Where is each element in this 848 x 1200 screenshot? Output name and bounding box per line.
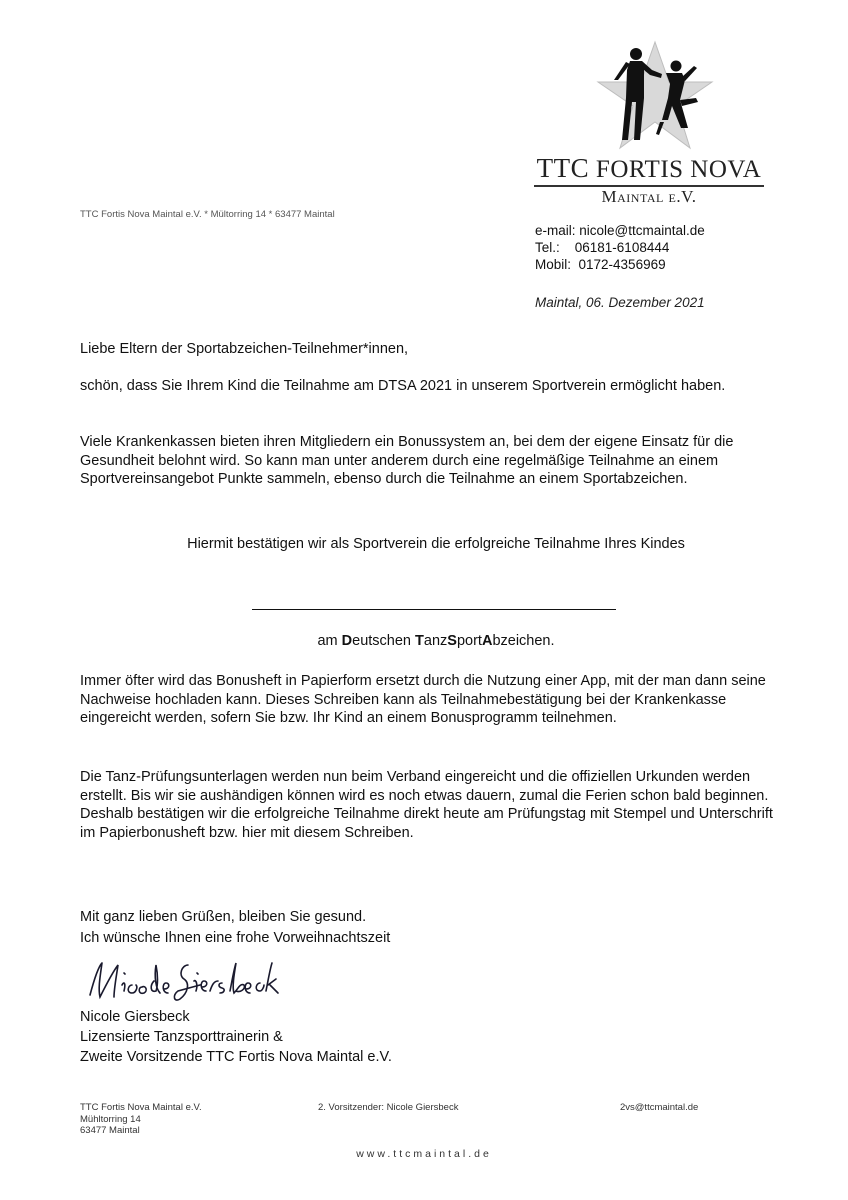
award-s: S [447, 633, 457, 649]
contact-email: e-mail: nicole@ttcmaintal.de [535, 223, 705, 238]
logo-maintal: Maintal e.V. [601, 187, 697, 206]
award-eutschen: eutschen [352, 633, 416, 649]
salutation: Liebe Eltern der Sportabzeichen-Teilnehmer*innen, [80, 341, 409, 357]
letter-date: Maintal, 06. Dezember 2021 [535, 295, 705, 310]
footer-address [80, 1102, 202, 1137]
paragraph-3: Immer öfter wird das Bonusheft in Papierform ersetzt durch die Nutzung einer App, mit der man dann seine Nachweise hochladen kann. Dieses Schreiben kann als Teilnahmebestätigung bei der Krankenkasse eingereicht werden, sofern Sie bzw. Ihr Kind an einem Bonusprogramm teilnehmen. [80, 673, 766, 726]
logo-fortis-nova: FORTIS NOVA [595, 156, 762, 183]
award-d: D [341, 633, 353, 649]
confirmation-line: Hiermit bestätigen wir als Sportverein die erfolgreiche Teilnahme Ihres Kindes [187, 536, 685, 552]
footer-club-name: TTC Fortis Nova Maintal e.V. [80, 1102, 202, 1113]
contact-mobil: Mobil: 0172-4356969 [535, 257, 666, 272]
closing-wish: Ich wünsche Ihnen eine frohe Vorweihnachtszeit [80, 930, 391, 946]
signer-name: Nicole Giersbeck [80, 1009, 190, 1025]
paragraph-2: Viele Krankenkassen bieten ihren Mitgliedern ein Bonussystem an, bei dem der eigene Einsatz für die Gesundheit belohnt wird. So kann man unter anderem durch eine regelmäßige Teilnahme an einem Sportvereinsangebot Punkte sammeln, ebenso durch die Teilnahme an einem Sportabzeichen. [80, 434, 734, 487]
paragraph-4: Die Tanz-Prüfungsunterlagen werden nun beim Verband eingereicht und die offiziellen Urkunden werden erstellt. Bis wir sie aushändigen können wird es noch etwas dauern, zumal die Ferien schon bald beginnen. Deshalb bestätigen wir die erfolgreiche Teilnahme direkt heute am Prüfungstag mit Stempel und Unterschrift im Papierbonusheft bzw. hier mit diesem Schreiben. [80, 769, 773, 841]
award-anz: anz [423, 633, 448, 649]
club-logo-icon [596, 40, 714, 158]
footer-email: 2vs@ttcmaintal.de [620, 1102, 699, 1113]
award-t: T [415, 633, 424, 649]
sender-address-line: TTC Fortis Nova Maintal e.V. * Mültorring 14 * 63477 Maintal [80, 209, 335, 220]
child-name-blank-line [252, 609, 616, 610]
signature-icon [84, 955, 284, 1007]
award-line [80, 633, 792, 649]
footer-city: 63477 Maintal [80, 1125, 140, 1136]
signer-title-2: Zweite Vorsitzende TTC Fortis Nova Maintal e.V. [80, 1049, 392, 1065]
closing-greeting: Mit ganz lieben Grüßen, bleiben Sie gesund. [80, 909, 367, 925]
footer-website: www.ttcmaintal.de [356, 1148, 492, 1160]
contact-tel: Tel.: 06181-6108444 [535, 240, 670, 255]
contact-block [535, 222, 705, 273]
logo-ttc: TTC [536, 153, 590, 183]
award-port: port [456, 633, 482, 649]
award-bzeichen: bzeichen. [492, 633, 555, 649]
club-logo-wordmark [532, 154, 766, 207]
award-pre: am [317, 633, 342, 649]
award-a: A [481, 633, 493, 649]
footer-street: Mühltorring 14 [80, 1113, 141, 1125]
paragraph-1: schön, dass Sie Ihrem Kind die Teilnahme am DTSA 2021 in unserem Sportverein ermöglicht haben. [80, 378, 726, 394]
footer-chair: 2. Vorsitzender: Nicole Giersbeck [318, 1102, 459, 1113]
signer-title-1: Lizensierte Tanzsporttrainerin & [80, 1029, 283, 1045]
